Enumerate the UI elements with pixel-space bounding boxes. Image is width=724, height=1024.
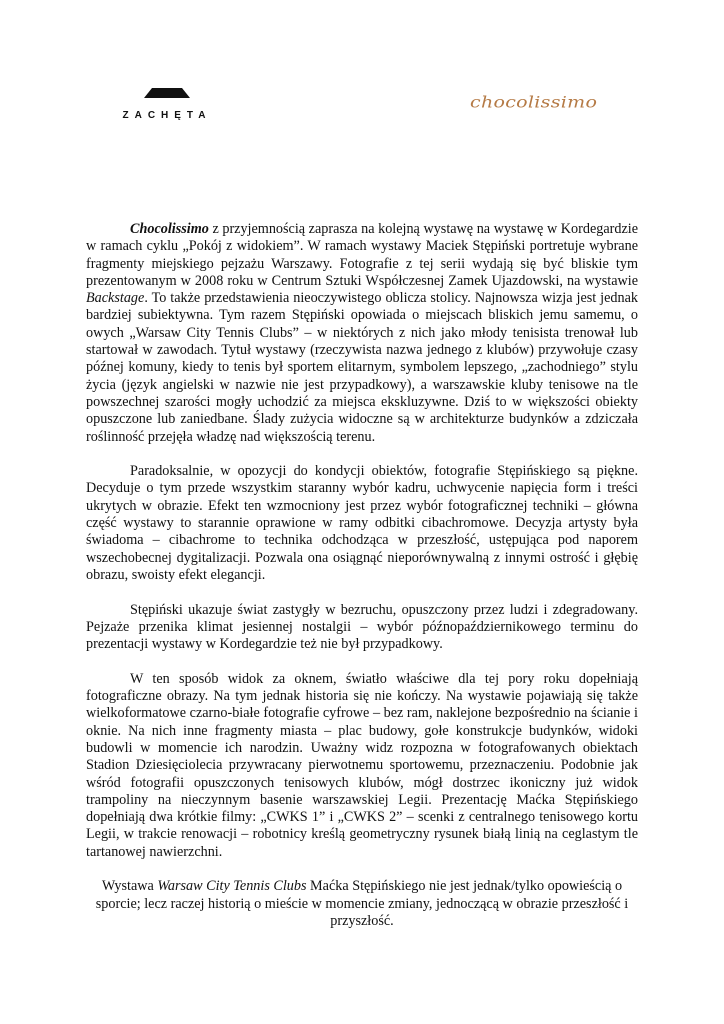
exhibition-title: Warsaw City Tennis Clubs	[157, 878, 307, 895]
paragraph-4: W ten sposób widok za oknem, światło właściwe dla tej pory roku dopełniają fotograficzne obrazy. Na tym jednak historia się nie kończy. Na wystawie pojawiają się także wielkoformatowe czarno-białe fotografie cyfrowe – bez ram, naklejone bezpośrednio na ścianie i oknie. Na nich inne fragmenty miasta – plac budowy, gołe konstrukcje budynków, widoki budowli w momencie ich narodzin. Uważny widz rozpozna w fotografowanych obiektach Stadion Dziesięciolecia przywracany pierwotnemu sportowemu, przeznaczeniu. Podobnie jak wśród fotografii opuszczonych tenisowych klubów, mógł dostrzec ikoniczny już widok trampoliny na nieczynnym basenie warszawskiej Legii. Prezentację Maćka Stępińskiego dopełniają dwa krótkie filmy: „CWKS 1” i „CWKS 2” – scenki z centralnego tenisowego kortu Legii, w trakcie renowacji – robotnicy kreślą geometryczny rysunek białą linią na ceglastym tle tartanowej nawierzchni.	[86, 670, 638, 860]
document-body	[86, 221, 638, 930]
paragraph-5-text-a: Wystawa	[101, 878, 158, 895]
zacheta-logo-mark	[152, 88, 182, 98]
paragraph-5	[86, 878, 638, 930]
paragraph-5-text-b: Maćka Stępińskiego nie jest jednak/tylko opowieścią o sporcie; lecz raczej historią o mieście w momencie zmiany, jednoczącą w obrazie przeszłość i przyszłość.	[95, 878, 629, 929]
chocolissimo-logo	[470, 93, 610, 127]
paragraph-2: Paradoksalnie, w opozycji do kondycji obiektów, fotografie Stępińskiego są piękne. Decyduje o tym przede wszystkim staranny wybór kadru, uchwycenie napięcia form i treści ukrytych w obrazie. Efekt ten wzmocniony jest przez wybór fotograficznej techniki – główna część wystawy to starannie oprawione w ramy odbitki cibachromowe. Decyzja artysty była świadoma – cibachrome to technika odchodząca w przeszłość, ustępująca pod naporem wszechobecnej dygitalizacji. Pozwala ona osiągnąć nieporównywalną z innymi ostrość i głębię obrazu, swoisty efekt elegancji.	[86, 463, 638, 583]
paragraph-1	[86, 221, 638, 446]
paragraph-3: Stępiński ukazuje świat zastygły w bezruchu, opuszczony przez ludzi i zdegradowany. Pejzaże przenika klimat jesiennej nostalgii – wybór późnopaździernikowego terminu do prezentacji wystawy w Kordegardzie też nie był przypadkowy.	[86, 601, 638, 653]
zacheta-logo-text: ZACHĘTA	[122, 110, 212, 121]
chocolissimo-logo-text: chocolissimo	[470, 93, 598, 112]
zacheta-logo	[116, 88, 218, 128]
exhibition-name-backstage: Backstage	[86, 290, 145, 307]
paragraph-1-text-b: . To także przedstawienia nieoczywistego oblicza stolicy. Najnowsza wizja jest jednak bardziej subiektywna. Tym razem Stępiński opowiada o miejscach bliskich jemu samemu, o owych „Warsaw City Tennis Clubs” – w niektórych z nich jako młody tenisista trenował lub startował w zawodach. Tytuł wystawy (rzeczywista nazwa jednego z klubów) przywołuje czasy późnej komuny, kiedy to tenis był sportem elitarnym, symbolem lepszego, „zachodniego” stylu życia (język angielski w nazwie nie jest przypadkowy), a warszawskie kluby tenisowe na tle powszechnej szarości mogły uchodzić za miejsca ekskluzywne. Dziś to w większości obiekty opuszczone lub zaniedbane. Ślady zużycia widoczne są w architekturze budynków a zdziczała roślinność przejęła władzę nad większością terenu.	[86, 290, 638, 445]
paragraph-1-text-a: z przyjemnością zaprasza na kolejną wystawę na wystawę w Kordegardzie w ramach cyklu „Pokój z widokiem”. W ramach wystawy Maciek Stępiński portretuje wybrane fragmenty miejskiego pejzażu Warszawy. Fotografie z tej serii wydają się być bliskie tym prezentowanym w 2008 roku w Centrum Sztuki Współczesnej Zamek Ujazdowski, na wystawie	[86, 221, 638, 289]
brand-name: Chocolissimo	[130, 221, 209, 237]
